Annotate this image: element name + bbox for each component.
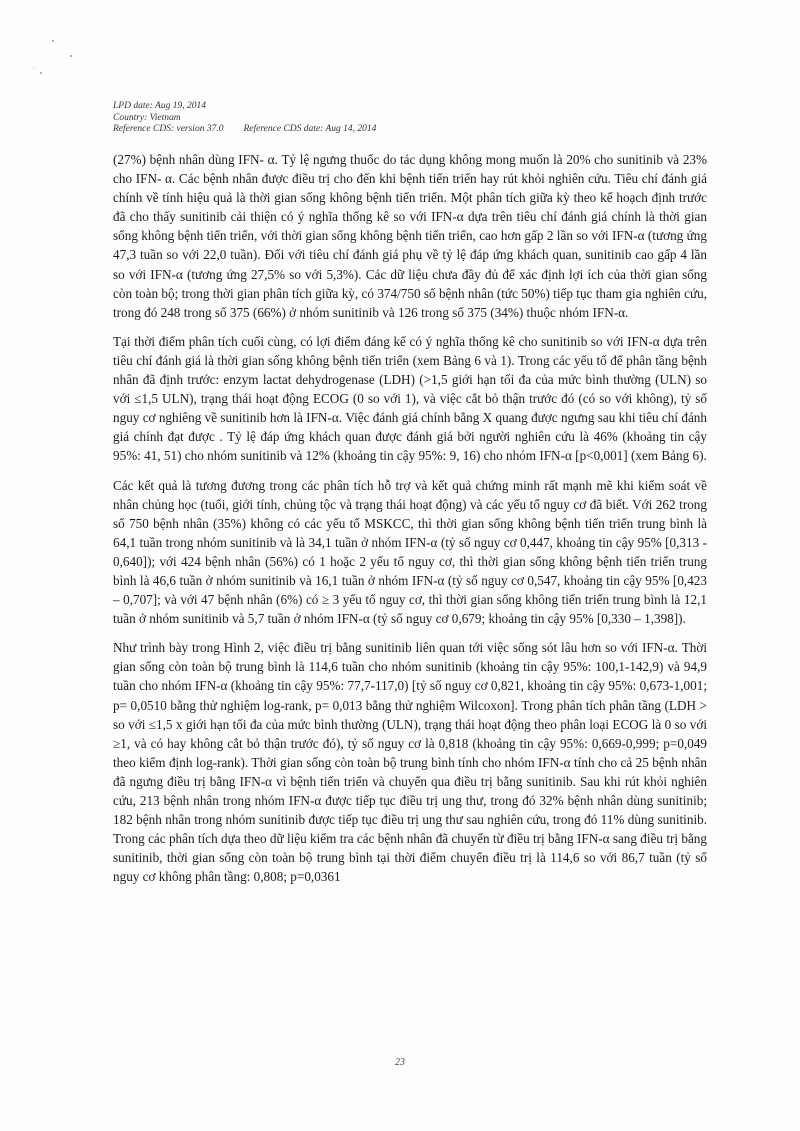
scan-speck: [40, 72, 42, 74]
page-number: 23: [395, 1057, 405, 1068]
scan-speck: [33, 68, 34, 69]
scan-speck: [52, 40, 54, 42]
reference-cds: Reference CDS: version 37.0: [113, 124, 224, 134]
document-body: [113, 150, 707, 886]
lpd-date: LPD date: Aug 19, 2014: [113, 101, 206, 111]
paragraph: (27%) bệnh nhân dùng IFN- α. Tỷ lệ ngưng thuốc do tác dụng không mong muốn là 20% cho sunitinib và 23% cho IFN- α. Các bệnh nhân được điều trị cho đến khi bệnh tiến triển hay rút khỏi nghiên cứu. Tiêu chí đánh giá chính về tính hiệu quả là thời gian sống không bệnh tiến triển. Một phân tích giữa kỳ theo kế hoạch định trước đã cho thấy sunitinib cải thiện có ý nghĩa thống kê so với IFN-α dựa trên tiêu chí đánh giá chính là thời gian sống không bệnh tiến triển, với thời gian sống không bệnh tiến triển, cao hơn gấp 2 lần so với IFN-α (tương ứng 47,3 tuần so với 22,0 tuần). Đối với tiêu chí đánh giá phụ về tỷ lệ đáp ứng khách quan, sunitinib cao gấp 4 lần so với IFN-α (tương ứng 27,5% so với 5,3%). Các dữ liệu chưa đầy đủ để xác định lợi ích của thời gian sống còn toàn bộ; trong thời gian phân tích giữa kỳ, có 374/750 số bệnh nhân (tức 50%) tiếp tục tham gia nghiên cứu, trong đó 248 trong số 375 (66%) ở nhóm sunitinib và 126 trong số 375 (34%) thuộc nhóm IFN-α.: [113, 152, 707, 320]
scan-speck: [70, 55, 72, 57]
paragraph: Tại thời điểm phân tích cuối cùng, có lợi điểm đáng kể có ý nghĩa thống kê cho sunitinib so với IFN-α dựa trên tiêu chí đánh giá là thời gian sống không bệnh tiến triển (xem Bảng 6 và 1). Trong các yếu tố để phân tầng bệnh nhân đã định trước: enzym lactat dehydrogenase (LDH) (>1,5 giới hạn tối đa của mức bình thường (ULN) so với ≤1,5 ULN), trạng thái hoạt động ECOG (0 so với 1), và việc cắt bỏ thận trước đó (có so với không), tỷ số nguy cơ nghiêng về sunitinib hơn là IFN-α. Việc đánh giá chính bằng X quang được ngưng sau khi tiêu chí đánh giá chính đạt được . Tỷ lệ đáp ứng khách quan được đánh giá bởi người nghiên cứu là 46% (khoảng tin cậy 95%: 41, 51) cho nhóm sunitinib và 12% (khoảng tin cậy 95%: 9, 16) cho nhóm IFN-α [p<0,001] (xem Bảng 6).: [113, 333, 707, 464]
paragraph: Như trình bày trong Hình 2, việc điều trị bằng sunitinib liên quan tới việc sống sót lâu hơn so với IFN-α. Thời gian sống còn toàn bộ trung bình là 114,6 tuần cho nhóm sunitinib (khoảng tin cậy 95%: 100,1-142,9) và 94,9 tuần cho nhóm IFN-α (khoảng tin cậy 95%: 77,7-117,0) [tỷ số nguy cơ 0,821, khoảng tin cậy 95%: 0,673-1,001; p= 0,0510 bằng thử nghiệm log-rank, p= 0,013 bằng thử nghiệm Wilcoxon]. Trong phân tích phân tầng (LDH > so với ≤1,5 x giới hạn tối đa của mức bình thường (ULN), trạng thái hoạt động theo phân loại ECOG là 0 so với ≥1, và có hay không cắt bỏ thận trước đó), tỷ số nguy cơ là 0,818 (khoảng tin cậy 95%: 0,669-0,999; p=0,049 theo kiểm định log-rank). Thời gian sống còn toàn bộ trung bình tính cho nhóm IFN-α tính cho cả 25 bệnh nhân đã ngưng điều trị bằng IFN-α vì bệnh tiến triển và chuyển qua điều trị bằng sunitinib. Sau khi rút khỏi nghiên cứu, 213 bệnh nhân trong nhóm IFN-α được tiếp tục điều trị ung thư, trong đó 32% bệnh nhân dùng sunitinib; 182 bệnh nhân trong nhóm sunitinib được tiếp tục điều trị ung thư sau nghiên cứu, trong đó 11% dùng sunitinib. Trong các phân tích dựa theo dữ liệu kiểm tra các bệnh nhân đã chuyển từ điều trị bằng IFN-α sang điều trị bằng sunitinib, thời gian sống còn toàn bộ trung bình tại thời điểm chuyển điều trị là 114,6 so với 86,7 tuần (tỷ số nguy cơ không phân tầng: 0,808; p=0,0361: [113, 640, 707, 885]
country: Country: Vietnam: [113, 112, 181, 123]
reference-cds-date: Reference CDS date: Aug 14, 2014: [243, 124, 377, 134]
paragraph: Các kết quả là tương đương trong các phân tích hỗ trợ và kết quả chứng minh rất mạnh mẽ khi kiểm soát về nhân chủng học (tuổi, giới tính, chủng tộc và trạng thái hoạt động) và các yếu tố nguy cơ đã biết. Với 262 trong số 750 bệnh nhân (35%) không có các yếu tố MSKCC, thì thời gian sống không bệnh tiến triển trung bình là 64,1 tuần trong nhóm sunitinib và là 34,1 tuần ở nhóm IFN-α (tỷ số nguy cơ 0,447, khoảng tin cậy 95% [0,313 - 0,640]); với 424 bệnh nhân (56%) có 1 hoặc 2 yếu tố nguy cơ, thì thời gian sống không bệnh tiến triển trung bình là 46,6 tuần ở nhóm sunitinib và 16,1 tuần ở nhóm IFN-α (tỷ số nguy cơ 0,547, khoảng tin cậy 95% [0,423 – 0,707]; và với 47 bệnh nhân (6%) có ≥ 3 yếu tố nguy cơ, thì thời gian sống không tiến triển trung bình là 12,1 tuần ở nhóm sunitinib và 5,7 tuần ở nhóm IFN-α (tỷ số nguy cơ 0,679; khoảng tin cậy 95% [0,330 – 1,398]).: [113, 477, 707, 627]
reference-line: [113, 124, 376, 136]
document-header: [113, 101, 376, 136]
